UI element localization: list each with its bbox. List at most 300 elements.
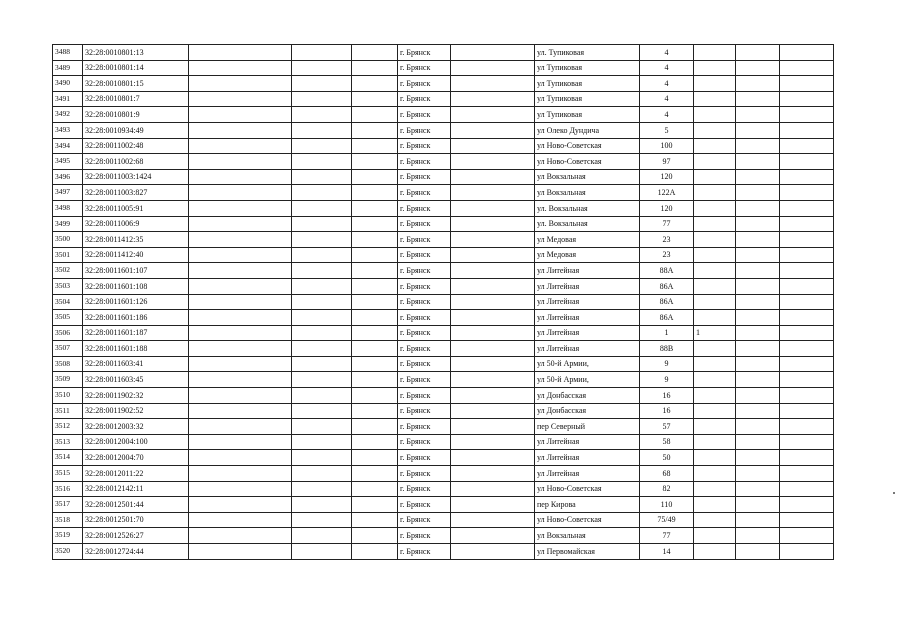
table-row — [53, 372, 834, 388]
empty-cell — [736, 325, 780, 341]
empty-cell — [780, 544, 834, 560]
empty-cell — [352, 216, 398, 232]
table-row — [53, 512, 834, 528]
empty-cell — [736, 169, 780, 185]
empty-cell — [736, 356, 780, 372]
extra-cell — [694, 107, 736, 123]
cadastral-number: 32:28:0012004:70 — [83, 450, 189, 466]
row-number: 3513 — [53, 434, 83, 450]
house-number-cell: 9 — [640, 356, 694, 372]
extra-cell — [694, 138, 736, 154]
row-number: 3510 — [53, 388, 83, 404]
empty-cell — [451, 356, 535, 372]
house-number-cell: 120 — [640, 200, 694, 216]
empty-cell — [292, 294, 352, 310]
extra-cell: 1 — [694, 325, 736, 341]
empty-cell — [451, 232, 535, 248]
empty-cell — [451, 481, 535, 497]
empty-cell — [736, 45, 780, 61]
house-number-cell: 1 — [640, 325, 694, 341]
empty-cell — [736, 310, 780, 326]
extra-cell — [694, 122, 736, 138]
empty-cell — [352, 76, 398, 92]
city-cell: г. Брянск — [398, 107, 451, 123]
empty-cell — [189, 341, 292, 357]
extra-cell — [694, 544, 736, 560]
table-row — [53, 450, 834, 466]
table-row — [53, 497, 834, 513]
empty-cell — [736, 107, 780, 123]
city-cell: г. Брянск — [398, 466, 451, 482]
city-cell: г. Брянск — [398, 419, 451, 435]
empty-cell — [352, 512, 398, 528]
empty-cell — [292, 232, 352, 248]
extra-cell — [694, 185, 736, 201]
row-number: 3493 — [53, 122, 83, 138]
street-cell: пер Северный — [535, 419, 640, 435]
empty-cell — [189, 91, 292, 107]
empty-cell — [352, 263, 398, 279]
empty-cell — [292, 403, 352, 419]
empty-cell — [451, 169, 535, 185]
empty-cell — [736, 544, 780, 560]
empty-cell — [352, 325, 398, 341]
empty-cell — [780, 372, 834, 388]
empty-cell — [780, 138, 834, 154]
extra-cell — [694, 512, 736, 528]
empty-cell — [352, 419, 398, 435]
street-cell: ул Литейная — [535, 325, 640, 341]
empty-cell — [352, 403, 398, 419]
city-cell: г. Брянск — [398, 232, 451, 248]
street-cell: ул Ново-Советская — [535, 154, 640, 170]
empty-cell — [292, 169, 352, 185]
cadastral-number: 32:28:0011601:108 — [83, 278, 189, 294]
street-cell: ул Вокзальная — [535, 169, 640, 185]
city-cell: г. Брянск — [398, 325, 451, 341]
table-row — [53, 528, 834, 544]
empty-cell — [352, 60, 398, 76]
empty-cell — [189, 466, 292, 482]
empty-cell — [451, 154, 535, 170]
empty-cell — [352, 450, 398, 466]
extra-cell — [694, 91, 736, 107]
house-number-cell: 100 — [640, 138, 694, 154]
empty-cell — [352, 481, 398, 497]
empty-cell — [780, 247, 834, 263]
empty-cell — [451, 45, 535, 61]
city-cell: г. Брянск — [398, 310, 451, 326]
empty-cell — [736, 497, 780, 513]
empty-cell — [292, 122, 352, 138]
empty-cell — [780, 419, 834, 435]
cadastral-number: 32:28:0011601:186 — [83, 310, 189, 326]
table-row — [53, 434, 834, 450]
empty-cell — [736, 247, 780, 263]
row-number: 3497 — [53, 185, 83, 201]
table-row — [53, 388, 834, 404]
street-cell: ул Тупиковая — [535, 107, 640, 123]
house-number-cell: 75/49 — [640, 512, 694, 528]
empty-cell — [189, 450, 292, 466]
row-number: 3506 — [53, 325, 83, 341]
city-cell: г. Брянск — [398, 497, 451, 513]
extra-cell — [694, 434, 736, 450]
cadastral-number: 32:28:0012526:27 — [83, 528, 189, 544]
empty-cell — [780, 512, 834, 528]
row-number: 3500 — [53, 232, 83, 248]
empty-cell — [736, 76, 780, 92]
cadastral-number: 32:28:0011005:91 — [83, 200, 189, 216]
empty-cell — [292, 154, 352, 170]
empty-cell — [189, 310, 292, 326]
house-number-cell: 23 — [640, 232, 694, 248]
empty-cell — [780, 294, 834, 310]
city-cell: г. Брянск — [398, 45, 451, 61]
street-cell: ул Литейная — [535, 278, 640, 294]
city-cell: г. Брянск — [398, 356, 451, 372]
row-number: 3505 — [53, 310, 83, 326]
empty-cell — [451, 434, 535, 450]
empty-cell — [780, 76, 834, 92]
street-cell: ул Литейная — [535, 434, 640, 450]
empty-cell — [451, 138, 535, 154]
cadastral-number: 32:28:0011603:45 — [83, 372, 189, 388]
table-row — [53, 341, 834, 357]
extra-cell — [694, 169, 736, 185]
cadastral-number: 32:28:0011002:68 — [83, 154, 189, 170]
empty-cell — [451, 450, 535, 466]
empty-cell — [451, 76, 535, 92]
street-cell: ул Медовая — [535, 232, 640, 248]
cadastral-number: 32:28:0011412:35 — [83, 232, 189, 248]
empty-cell — [189, 325, 292, 341]
empty-cell — [352, 232, 398, 248]
street-cell: ул Первомайская — [535, 544, 640, 560]
empty-cell — [451, 122, 535, 138]
empty-cell — [736, 434, 780, 450]
empty-cell — [451, 310, 535, 326]
empty-cell — [780, 341, 834, 357]
empty-cell — [189, 60, 292, 76]
empty-cell — [189, 372, 292, 388]
house-number-cell: 122А — [640, 185, 694, 201]
empty-cell — [292, 481, 352, 497]
street-cell: ул Ново-Советская — [535, 481, 640, 497]
empty-cell — [189, 232, 292, 248]
table-row — [53, 154, 834, 170]
extra-cell — [694, 481, 736, 497]
street-cell: ул Литейная — [535, 341, 640, 357]
empty-cell — [352, 107, 398, 123]
empty-cell — [292, 138, 352, 154]
house-number-cell: 4 — [640, 45, 694, 61]
empty-cell — [292, 247, 352, 263]
extra-cell — [694, 356, 736, 372]
empty-cell — [780, 450, 834, 466]
street-cell: ул Вокзальная — [535, 185, 640, 201]
empty-cell — [352, 356, 398, 372]
house-number-cell: 120 — [640, 169, 694, 185]
house-number-cell: 110 — [640, 497, 694, 513]
scan-speck — [893, 492, 895, 494]
empty-cell — [451, 91, 535, 107]
empty-cell — [189, 497, 292, 513]
cadastral-number: 32:28:0011601:107 — [83, 263, 189, 279]
empty-cell — [780, 45, 834, 61]
extra-cell — [694, 388, 736, 404]
city-cell: г. Брянск — [398, 138, 451, 154]
empty-cell — [189, 263, 292, 279]
empty-cell — [451, 60, 535, 76]
table-body — [53, 45, 834, 560]
street-cell: пер Кирова — [535, 497, 640, 513]
extra-cell — [694, 310, 736, 326]
empty-cell — [292, 372, 352, 388]
row-number: 3492 — [53, 107, 83, 123]
cadastral-number: 32:28:0012724:44 — [83, 544, 189, 560]
empty-cell — [780, 185, 834, 201]
row-number: 3488 — [53, 45, 83, 61]
house-number-cell: 88В — [640, 341, 694, 357]
extra-cell — [694, 200, 736, 216]
extra-cell — [694, 497, 736, 513]
empty-cell — [292, 325, 352, 341]
street-cell: ул. Вокзальная — [535, 216, 640, 232]
empty-cell — [451, 216, 535, 232]
city-cell: г. Брянск — [398, 544, 451, 560]
extra-cell — [694, 403, 736, 419]
row-number: 3489 — [53, 60, 83, 76]
row-number: 3490 — [53, 76, 83, 92]
empty-cell — [736, 466, 780, 482]
extra-cell — [694, 450, 736, 466]
empty-cell — [292, 497, 352, 513]
empty-cell — [780, 107, 834, 123]
extra-cell — [694, 76, 736, 92]
empty-cell — [780, 200, 834, 216]
empty-cell — [451, 497, 535, 513]
empty-cell — [780, 325, 834, 341]
extra-cell — [694, 419, 736, 435]
table-row — [53, 544, 834, 560]
empty-cell — [292, 263, 352, 279]
street-cell: ул Ново-Советская — [535, 138, 640, 154]
row-number: 3509 — [53, 372, 83, 388]
street-cell: ул Литейная — [535, 466, 640, 482]
city-cell: г. Брянск — [398, 247, 451, 263]
cadastral-number: 32:28:0010801:13 — [83, 45, 189, 61]
city-cell: г. Брянск — [398, 91, 451, 107]
city-cell: г. Брянск — [398, 341, 451, 357]
row-number: 3520 — [53, 544, 83, 560]
street-cell: ул Медовая — [535, 247, 640, 263]
extra-cell — [694, 528, 736, 544]
empty-cell — [736, 263, 780, 279]
empty-cell — [352, 45, 398, 61]
empty-cell — [292, 512, 352, 528]
street-cell: ул. Тупиковая — [535, 45, 640, 61]
house-number-cell: 97 — [640, 154, 694, 170]
row-number: 3491 — [53, 91, 83, 107]
cadastral-number: 32:28:0010801:9 — [83, 107, 189, 123]
empty-cell — [352, 247, 398, 263]
cadastral-number: 32:28:0012003:32 — [83, 419, 189, 435]
empty-cell — [352, 544, 398, 560]
house-number-cell: 86А — [640, 278, 694, 294]
city-cell: г. Брянск — [398, 294, 451, 310]
cadastral-number: 32:28:0010801:14 — [83, 60, 189, 76]
empty-cell — [451, 512, 535, 528]
extra-cell — [694, 294, 736, 310]
extra-cell — [694, 216, 736, 232]
house-number-cell: 68 — [640, 466, 694, 482]
empty-cell — [189, 122, 292, 138]
empty-cell — [736, 294, 780, 310]
empty-cell — [189, 403, 292, 419]
city-cell: г. Брянск — [398, 200, 451, 216]
empty-cell — [292, 356, 352, 372]
empty-cell — [451, 341, 535, 357]
empty-cell — [736, 512, 780, 528]
city-cell: г. Брянск — [398, 154, 451, 170]
row-number: 3511 — [53, 403, 83, 419]
empty-cell — [292, 278, 352, 294]
table-row — [53, 216, 834, 232]
street-cell: ул Донбасская — [535, 403, 640, 419]
empty-cell — [736, 122, 780, 138]
street-cell: ул 50-й Армии, — [535, 372, 640, 388]
row-number: 3519 — [53, 528, 83, 544]
row-number: 3503 — [53, 278, 83, 294]
cadastral-number: 32:28:0011603:41 — [83, 356, 189, 372]
empty-cell — [292, 91, 352, 107]
city-cell: г. Брянск — [398, 169, 451, 185]
empty-cell — [451, 403, 535, 419]
extra-cell — [694, 247, 736, 263]
cadastral-number: 32:28:0010934:49 — [83, 122, 189, 138]
row-number: 3512 — [53, 419, 83, 435]
empty-cell — [352, 154, 398, 170]
empty-cell — [292, 450, 352, 466]
city-cell: г. Брянск — [398, 122, 451, 138]
empty-cell — [736, 528, 780, 544]
empty-cell — [736, 278, 780, 294]
table-row — [53, 310, 834, 326]
house-number-cell: 14 — [640, 544, 694, 560]
empty-cell — [292, 419, 352, 435]
table-row — [53, 325, 834, 341]
house-number-cell: 4 — [640, 107, 694, 123]
cadastral-number: 32:28:0011412:40 — [83, 247, 189, 263]
empty-cell — [736, 216, 780, 232]
table-row — [53, 76, 834, 92]
house-number-cell: 5 — [640, 122, 694, 138]
city-cell: г. Брянск — [398, 481, 451, 497]
table-row — [53, 263, 834, 279]
empty-cell — [780, 154, 834, 170]
row-number: 3515 — [53, 466, 83, 482]
table-row — [53, 247, 834, 263]
empty-cell — [451, 419, 535, 435]
extra-cell — [694, 278, 736, 294]
house-number-cell: 16 — [640, 388, 694, 404]
empty-cell — [352, 91, 398, 107]
empty-cell — [292, 341, 352, 357]
empty-cell — [292, 216, 352, 232]
row-number: 3498 — [53, 200, 83, 216]
cadastral-number: 32:28:0011003:1424 — [83, 169, 189, 185]
empty-cell — [451, 294, 535, 310]
empty-cell — [736, 91, 780, 107]
row-number: 3502 — [53, 263, 83, 279]
empty-cell — [352, 497, 398, 513]
empty-cell — [451, 388, 535, 404]
house-number-cell: 4 — [640, 76, 694, 92]
cadastral-number: 32:28:0010801:15 — [83, 76, 189, 92]
city-cell: г. Брянск — [398, 528, 451, 544]
row-number: 3495 — [53, 154, 83, 170]
house-number-cell: 86А — [640, 310, 694, 326]
row-number: 3516 — [53, 481, 83, 497]
city-cell: г. Брянск — [398, 185, 451, 201]
table-row — [53, 91, 834, 107]
empty-cell — [189, 185, 292, 201]
city-cell: г. Брянск — [398, 60, 451, 76]
empty-cell — [780, 403, 834, 419]
empty-cell — [292, 544, 352, 560]
empty-cell — [451, 278, 535, 294]
empty-cell — [736, 60, 780, 76]
empty-cell — [451, 185, 535, 201]
row-number: 3494 — [53, 138, 83, 154]
table-row — [53, 107, 834, 123]
empty-cell — [736, 388, 780, 404]
table-row — [53, 419, 834, 435]
empty-cell — [352, 169, 398, 185]
cadastral-number: 32:28:0011601:188 — [83, 341, 189, 357]
street-cell: ул. Вокзальная — [535, 200, 640, 216]
street-cell: ул 50-й Армии, — [535, 356, 640, 372]
house-number-cell: 57 — [640, 419, 694, 435]
empty-cell — [189, 247, 292, 263]
house-number-cell: 4 — [640, 91, 694, 107]
empty-cell — [189, 154, 292, 170]
empty-cell — [189, 356, 292, 372]
empty-cell — [451, 107, 535, 123]
city-cell: г. Брянск — [398, 512, 451, 528]
table-row — [53, 232, 834, 248]
empty-cell — [352, 434, 398, 450]
city-cell: г. Брянск — [398, 403, 451, 419]
row-number: 3514 — [53, 450, 83, 466]
row-number: 3501 — [53, 247, 83, 263]
cadastral-number: 32:28:0011006:9 — [83, 216, 189, 232]
empty-cell — [352, 294, 398, 310]
empty-cell — [780, 388, 834, 404]
empty-cell — [780, 434, 834, 450]
empty-cell — [189, 138, 292, 154]
street-cell: ул Литейная — [535, 450, 640, 466]
empty-cell — [780, 310, 834, 326]
table-row — [53, 45, 834, 61]
empty-cell — [736, 372, 780, 388]
house-number-cell: 82 — [640, 481, 694, 497]
empty-cell — [451, 372, 535, 388]
cadastral-number: 32:28:0011601:126 — [83, 294, 189, 310]
row-number: 3518 — [53, 512, 83, 528]
house-number-cell: 50 — [640, 450, 694, 466]
